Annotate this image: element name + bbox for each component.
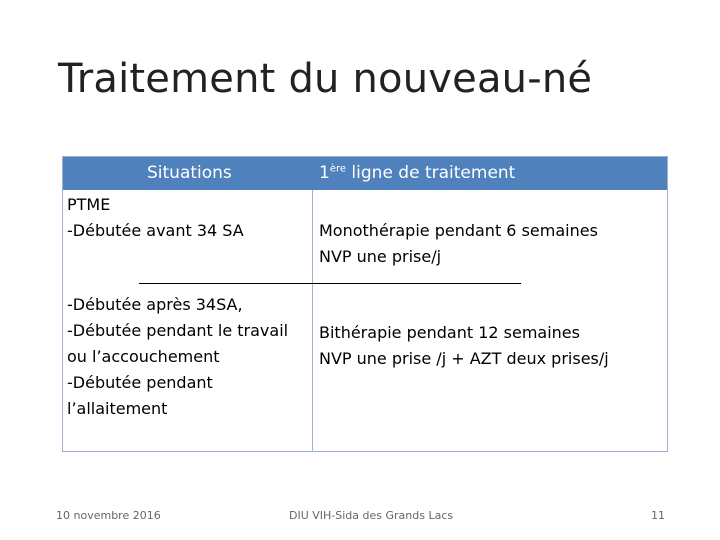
header-situations: Situations	[147, 163, 232, 183]
row2-treatment-line: NVP une prise /j + AZT deux prises/j	[319, 349, 609, 368]
footer-page-number: 11	[651, 509, 665, 522]
treatment-table	[62, 156, 668, 452]
row2-situation-line: ou l’accouchement	[67, 347, 220, 366]
row1-treatment	[319, 218, 598, 270]
row2-situation	[67, 292, 288, 422]
row2-situation-line: -Débutée pendant le travail	[67, 321, 289, 340]
row1-situation-line: -Débutée avant 34 SA	[67, 221, 244, 240]
header-treatment-sup: ère	[329, 163, 347, 175]
row-separator	[139, 283, 521, 284]
row2-situation-line: l’allaitement	[67, 399, 168, 418]
row1-treatment-line: Monothérapie pendant 6 semaines	[319, 221, 598, 240]
slide-title: Traitement du nouveau-né	[58, 56, 593, 102]
footer-course-name: DIU VIH-Sida des Grands Lacs	[289, 509, 454, 522]
row1-treatment-line: NVP une prise/j	[319, 247, 442, 266]
row2-situation-line: -Débutée pendant	[67, 373, 213, 392]
row2-treatment	[319, 320, 609, 372]
header-treatment-line	[319, 163, 515, 183]
footer-date: 10 novembre 2016	[56, 509, 161, 522]
row2-treatment-line: Bithérapie pendant 12 semaines	[319, 323, 580, 342]
table-header	[63, 157, 667, 190]
row2-situation-line: -Débutée après 34SA,	[67, 295, 243, 314]
row1-situation	[67, 192, 244, 244]
header-treatment-number: 1	[319, 163, 330, 183]
header-treatment-label: ligne de traitement	[346, 163, 516, 183]
row1-situation-line: PTME	[67, 195, 111, 214]
column-divider	[312, 190, 313, 452]
